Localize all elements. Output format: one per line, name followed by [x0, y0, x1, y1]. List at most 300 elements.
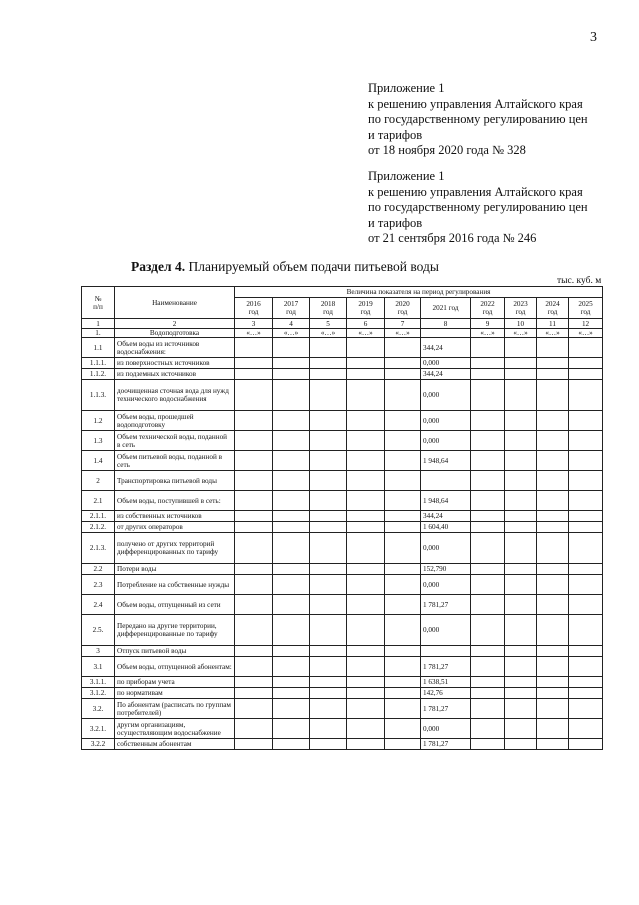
row-value: 0,000 [421, 615, 471, 646]
row-value [347, 657, 385, 677]
section-heading: Планируемый объем подачи питьевой воды [188, 259, 439, 274]
row-value [310, 646, 347, 657]
row-value [471, 575, 505, 595]
row-value [385, 511, 421, 522]
table-row [82, 657, 603, 677]
column-index: 10 [505, 319, 537, 329]
table-row [82, 358, 603, 369]
row-value [273, 471, 310, 491]
row-number: 2.2 [82, 564, 115, 575]
row-value [273, 338, 310, 358]
row-value [235, 491, 273, 511]
row-value [505, 739, 537, 750]
row-value [471, 338, 505, 358]
row-value [385, 431, 421, 451]
row-value [505, 358, 537, 369]
row-name: Транспортировка питьевой воды [115, 471, 235, 491]
table-row [82, 411, 603, 431]
row-name: другим организациям, осуществляющим водоснабжение [115, 719, 235, 739]
row-value [537, 533, 569, 564]
table-row [82, 595, 603, 615]
row-value [537, 575, 569, 595]
row-value [235, 688, 273, 699]
appendix-line: по государственному регулированию цен [368, 112, 588, 126]
row-value [385, 358, 421, 369]
row-value [235, 564, 273, 575]
row-value [347, 615, 385, 646]
row-value [471, 564, 505, 575]
row-value [569, 338, 603, 358]
row-value [471, 719, 505, 739]
row-value [569, 739, 603, 750]
row-value [310, 451, 347, 471]
column-index: 11 [537, 319, 569, 329]
row-value [310, 575, 347, 595]
appendix-line: и тарифов [368, 215, 423, 230]
row-value [273, 657, 310, 677]
row-value [347, 688, 385, 699]
row-value [235, 739, 273, 750]
row-value [235, 358, 273, 369]
row-value [471, 688, 505, 699]
column-index: 3 [235, 319, 273, 329]
row-value [347, 677, 385, 688]
row-value [235, 533, 273, 564]
row-value [310, 380, 347, 411]
row-value [471, 522, 505, 533]
row-value [505, 471, 537, 491]
row-value: «…» [537, 329, 569, 338]
row-value [569, 677, 603, 688]
row-value [569, 471, 603, 491]
row-value [537, 688, 569, 699]
row-value: 0,000 [421, 533, 471, 564]
row-value [385, 657, 421, 677]
row-value [385, 471, 421, 491]
row-value [273, 380, 310, 411]
header-year: 2021 год [421, 298, 471, 319]
row-value [537, 657, 569, 677]
header-number: № п/п [82, 287, 115, 319]
row-number: 1.4 [82, 451, 115, 471]
column-index: 6 [347, 319, 385, 329]
row-name: собственным абонентам [115, 739, 235, 750]
row-value [310, 719, 347, 739]
row-value: «…» [385, 329, 421, 338]
row-value [347, 522, 385, 533]
row-value [235, 699, 273, 719]
row-value [235, 595, 273, 615]
row-value [569, 491, 603, 511]
row-value [310, 358, 347, 369]
row-value [569, 522, 603, 533]
row-value [505, 688, 537, 699]
row-number: 1.1.2. [82, 369, 115, 380]
table-row [82, 719, 603, 739]
row-value [347, 739, 385, 750]
row-value [569, 380, 603, 411]
row-value: 1 781,27 [421, 657, 471, 677]
row-number: 2.5. [82, 615, 115, 646]
row-name: по приборам учета [115, 677, 235, 688]
row-value [569, 646, 603, 657]
row-value [421, 329, 471, 338]
row-value [235, 646, 273, 657]
row-value [537, 739, 569, 750]
row-value: 142,76 [421, 688, 471, 699]
row-value [385, 595, 421, 615]
row-value: 1 948,64 [421, 451, 471, 471]
row-value [471, 677, 505, 688]
row-value [273, 615, 310, 646]
row-value [537, 615, 569, 646]
row-value [385, 491, 421, 511]
row-value [385, 688, 421, 699]
row-value [235, 511, 273, 522]
table-row [82, 329, 603, 338]
header-period: Величина показателя на период регулирования [235, 287, 603, 298]
row-value [385, 646, 421, 657]
appendix-line: от 18 ноября 2020 года № 328 [368, 143, 526, 157]
row-value [235, 471, 273, 491]
row-value [310, 491, 347, 511]
row-value [537, 719, 569, 739]
row-value [347, 369, 385, 380]
column-index: 5 [310, 319, 347, 329]
row-value [310, 369, 347, 380]
row-value [505, 646, 537, 657]
row-value [471, 411, 505, 431]
table-row [82, 471, 603, 491]
row-value [569, 595, 603, 615]
row-value [385, 564, 421, 575]
row-value [471, 491, 505, 511]
row-name: от других операторов [115, 522, 235, 533]
column-index: 2 [115, 319, 235, 329]
table-row [82, 646, 603, 657]
table-row [82, 511, 603, 522]
row-value [273, 369, 310, 380]
row-value [471, 657, 505, 677]
row-value [273, 491, 310, 511]
row-value: 344,24 [421, 369, 471, 380]
table-row [82, 575, 603, 595]
row-name: Объем воды, отпущенной абонентам: [115, 657, 235, 677]
row-number: 3.2.2 [82, 739, 115, 750]
row-value [537, 595, 569, 615]
row-name: Объем воды, отпущенный из сети [115, 595, 235, 615]
appendix-line: к решению управления Алтайского края [368, 184, 583, 199]
row-value [310, 699, 347, 719]
row-value [347, 511, 385, 522]
row-number: 1.3 [82, 431, 115, 451]
row-value: «…» [471, 329, 505, 338]
row-value: 1 638,51 [421, 677, 471, 688]
row-value [385, 719, 421, 739]
row-number: 2.4 [82, 595, 115, 615]
row-value: 1 781,27 [421, 699, 471, 719]
row-value [421, 646, 471, 657]
table-row [82, 739, 603, 750]
row-value [569, 699, 603, 719]
appendix-block-original [368, 169, 633, 247]
row-name: получено от других территорий дифференцированных по тарифу [115, 533, 235, 564]
row-value [273, 358, 310, 369]
header-year: 2024 год [537, 298, 569, 319]
row-number: 2 [82, 471, 115, 491]
row-value [235, 615, 273, 646]
row-value [537, 491, 569, 511]
row-value [310, 411, 347, 431]
row-value: 1 781,27 [421, 739, 471, 750]
row-value: «…» [505, 329, 537, 338]
row-value [505, 511, 537, 522]
row-value [310, 338, 347, 358]
row-value [235, 677, 273, 688]
table-row [82, 491, 603, 511]
table-row [82, 522, 603, 533]
row-value: 152,790 [421, 564, 471, 575]
row-value: 1 604,40 [421, 522, 471, 533]
row-value [385, 369, 421, 380]
row-value [537, 699, 569, 719]
header-year: 2018 год [310, 298, 347, 319]
row-value [273, 739, 310, 750]
table-row [82, 338, 603, 358]
row-value [471, 533, 505, 564]
row-number: 2.1.2. [82, 522, 115, 533]
row-value [273, 533, 310, 564]
row-value [505, 657, 537, 677]
row-value [471, 369, 505, 380]
row-value: 0,000 [421, 380, 471, 411]
table-row [82, 564, 603, 575]
row-value [569, 688, 603, 699]
appendix-line: Приложение 1 [368, 81, 445, 95]
row-value [347, 451, 385, 471]
row-number: 3.1 [82, 657, 115, 677]
row-value [569, 451, 603, 471]
header-year: 2017 год [273, 298, 310, 319]
table-row [82, 615, 603, 646]
row-value [471, 451, 505, 471]
row-value [310, 511, 347, 522]
header-year: 2025 год [569, 298, 603, 319]
row-value [537, 522, 569, 533]
appendix-block-current [368, 81, 633, 159]
row-value [347, 719, 385, 739]
header-year: 2020 год [385, 298, 421, 319]
row-value [347, 491, 385, 511]
row-value [471, 380, 505, 411]
row-value [385, 575, 421, 595]
row-number: 3.1.2. [82, 688, 115, 699]
header-year: 2023 год [505, 298, 537, 319]
row-value [347, 533, 385, 564]
row-value [273, 677, 310, 688]
row-name: По абонентам (расписать по группам потребителей) [115, 699, 235, 719]
row-value [273, 646, 310, 657]
row-value: 1 948,64 [421, 491, 471, 511]
row-name: Водоподготовка [115, 329, 235, 338]
row-value [273, 522, 310, 533]
row-value [273, 564, 310, 575]
row-name: Потребление на собственные нужды [115, 575, 235, 595]
row-value [471, 595, 505, 615]
row-value: 344,24 [421, 338, 471, 358]
row-value: 1 781,27 [421, 595, 471, 615]
row-value [537, 511, 569, 522]
row-name: из собственных источников [115, 511, 235, 522]
row-value [235, 719, 273, 739]
header-year: 2019 год [347, 298, 385, 319]
row-value: 0,000 [421, 575, 471, 595]
table-row [82, 677, 603, 688]
table-row [82, 431, 603, 451]
section-title [131, 259, 439, 275]
row-number: 2.3 [82, 575, 115, 595]
row-value [471, 646, 505, 657]
row-value [385, 338, 421, 358]
table-row [82, 369, 603, 380]
row-value [569, 431, 603, 451]
table-row [82, 533, 603, 564]
row-name: Объем воды, прошедшей водоподготовку [115, 411, 235, 431]
table-row [82, 380, 603, 411]
row-value [505, 564, 537, 575]
row-value [310, 431, 347, 451]
row-value [235, 369, 273, 380]
row-value [347, 564, 385, 575]
row-number: 3.2. [82, 699, 115, 719]
row-number: 1.2 [82, 411, 115, 431]
row-value [347, 358, 385, 369]
row-number: 1.1.1. [82, 358, 115, 369]
row-value [569, 533, 603, 564]
page-number: 3 [590, 30, 597, 45]
row-value [273, 511, 310, 522]
row-value [505, 338, 537, 358]
row-value [505, 451, 537, 471]
row-number: 3 [82, 646, 115, 657]
row-number: 2.1 [82, 491, 115, 511]
row-value [347, 595, 385, 615]
row-value [273, 411, 310, 431]
appendix-line: от 21 сентября 2016 года № 246 [368, 231, 537, 245]
row-value [385, 380, 421, 411]
row-value [273, 699, 310, 719]
row-value [347, 471, 385, 491]
row-value [471, 615, 505, 646]
row-value [471, 739, 505, 750]
row-value [310, 522, 347, 533]
row-name: Потери воды [115, 564, 235, 575]
row-value: «…» [347, 329, 385, 338]
appendix-line: Приложение 1 [368, 169, 445, 183]
row-value [505, 575, 537, 595]
row-value [505, 677, 537, 688]
row-value [505, 369, 537, 380]
row-value [273, 595, 310, 615]
row-value [471, 471, 505, 491]
row-value [347, 380, 385, 411]
row-value [235, 451, 273, 471]
header-year: 2022 год [471, 298, 505, 319]
row-value [235, 338, 273, 358]
row-number: 2.1.1. [82, 511, 115, 522]
row-value [235, 522, 273, 533]
row-value [569, 719, 603, 739]
row-number: 3.2.1. [82, 719, 115, 739]
row-value [310, 615, 347, 646]
row-name: Передано на другие территории, дифференцированные по тарифу [115, 615, 235, 646]
row-value [569, 411, 603, 431]
row-value: «…» [569, 329, 603, 338]
row-number: 3.1.1. [82, 677, 115, 688]
row-value [471, 358, 505, 369]
row-value [385, 451, 421, 471]
row-value [235, 657, 273, 677]
row-value [505, 411, 537, 431]
row-value: 0,000 [421, 431, 471, 451]
row-value [273, 431, 310, 451]
row-value [569, 657, 603, 677]
row-value [347, 699, 385, 719]
row-value [385, 615, 421, 646]
row-value [273, 575, 310, 595]
column-index: 4 [273, 319, 310, 329]
column-index: 1 [82, 319, 115, 329]
section-label: Раздел 4. [131, 259, 186, 274]
appendix-line: к решению управления Алтайского края [368, 96, 583, 111]
row-value [347, 431, 385, 451]
header-name: Наименование [115, 287, 235, 319]
row-name: по нормативам [115, 688, 235, 699]
row-value [385, 739, 421, 750]
row-value [537, 677, 569, 688]
table-row [82, 699, 603, 719]
row-value [235, 431, 273, 451]
unit-label: тыс. куб. м [557, 276, 602, 286]
row-value [537, 380, 569, 411]
row-value [385, 411, 421, 431]
row-value [505, 380, 537, 411]
row-value [471, 699, 505, 719]
header-year: 2016 год [235, 298, 273, 319]
row-value [471, 431, 505, 451]
row-value [537, 338, 569, 358]
row-value [569, 615, 603, 646]
table-row [82, 451, 603, 471]
row-name: Объем питьевой воды, поданной в сеть [115, 451, 235, 471]
row-value: «…» [235, 329, 273, 338]
row-value [471, 511, 505, 522]
row-value [235, 380, 273, 411]
row-value [310, 533, 347, 564]
row-value [537, 369, 569, 380]
row-name: из подземных источников [115, 369, 235, 380]
row-value [569, 369, 603, 380]
appendix-line: по государственному регулированию цен [368, 200, 588, 214]
row-value [347, 338, 385, 358]
appendix-line: и тарифов [368, 127, 423, 142]
row-name: Объем технической воды, поданной в сеть [115, 431, 235, 451]
row-value [347, 646, 385, 657]
column-index: 8 [421, 319, 471, 329]
row-value [273, 719, 310, 739]
row-value [310, 657, 347, 677]
row-value [569, 358, 603, 369]
